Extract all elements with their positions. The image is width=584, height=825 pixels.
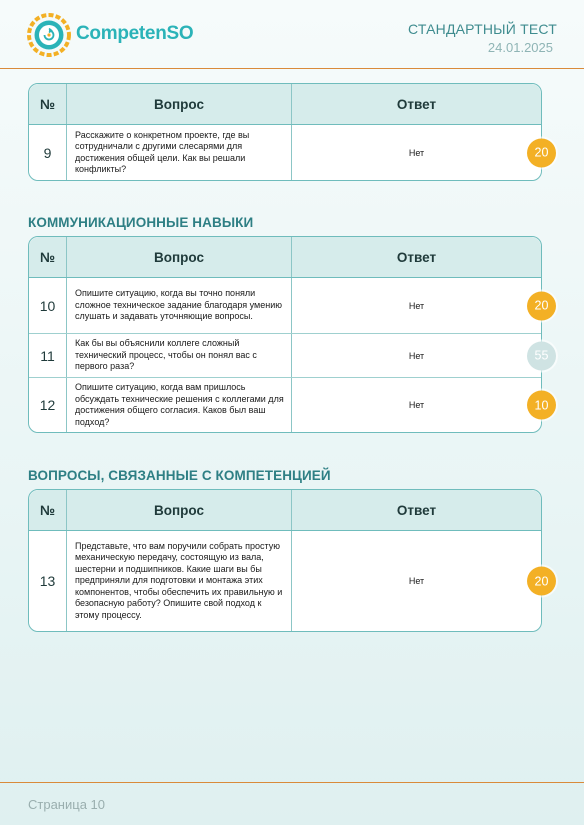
column-header-question: Вопрос bbox=[67, 490, 292, 530]
questions-table-2 bbox=[28, 236, 549, 433]
table-row bbox=[29, 531, 549, 631]
page-number: Страница 10 bbox=[28, 797, 105, 812]
score-badge: 10 bbox=[527, 391, 556, 420]
row-question: Опишите ситуацию, когда вы точно поняли сложное техническое задание благодаря умению слушать и задавать уточняющие вопросы. bbox=[67, 278, 292, 333]
row-number: 13 bbox=[29, 531, 67, 631]
document-type: СТАНДАРТНЫЙ ТЕСТ bbox=[407, 21, 557, 37]
column-header-answer: Ответ bbox=[396, 96, 437, 112]
row-answer: Нет bbox=[408, 400, 425, 410]
row-number: 9 bbox=[29, 125, 67, 180]
row-answer: Нет bbox=[408, 147, 425, 158]
questions-table-1 bbox=[28, 83, 549, 181]
logo-text: CompetenSO bbox=[76, 23, 194, 44]
row-number: 10 bbox=[29, 278, 67, 333]
row-answer: Нет bbox=[408, 350, 425, 361]
score-badge: 20 bbox=[527, 567, 556, 596]
table-row bbox=[29, 125, 549, 180]
row-answer: Нет bbox=[408, 576, 425, 586]
table-row bbox=[29, 333, 549, 377]
score-badge: 55 bbox=[527, 341, 556, 370]
score-badge: 20 bbox=[527, 138, 556, 167]
document-date: 24.01.2025 bbox=[487, 40, 553, 55]
table-row bbox=[29, 278, 549, 333]
table-header bbox=[29, 237, 541, 278]
column-header-question: Вопрос bbox=[67, 84, 292, 124]
column-header-question: Вопрос bbox=[67, 237, 292, 277]
score-badge: 20 bbox=[527, 291, 556, 320]
row-question: Опишите ситуацию, когда вам пришлось обсуждать технические решения с коллегами для достижения общего согласия. Каков был ваш подход? bbox=[67, 378, 292, 432]
row-number: 12 bbox=[29, 378, 67, 432]
page-header bbox=[0, 0, 584, 69]
section-title: ВОПРОСЫ, СВЯЗАННЫЕ С КОМПЕТЕНЦИЕЙ bbox=[28, 468, 331, 483]
row-question: Расскажите о конкретном проекте, где вы сотрудничали с другими слесарями для достижения общей цели. Как вы решали конфликты? bbox=[67, 125, 292, 180]
column-header-number: № bbox=[29, 237, 67, 277]
table-row bbox=[29, 377, 549, 432]
row-number: 11 bbox=[29, 334, 67, 377]
table-header bbox=[29, 490, 541, 531]
section-title: КОММУНИКАЦИОННЫЕ НАВЫКИ bbox=[28, 215, 254, 230]
column-header-number: № bbox=[29, 84, 67, 124]
footer-divider bbox=[0, 782, 584, 783]
logo-icon bbox=[27, 13, 71, 57]
row-answer: Нет bbox=[408, 300, 425, 311]
questions-table-3 bbox=[28, 489, 549, 632]
table-header bbox=[29, 84, 541, 125]
column-header-answer: Ответ bbox=[396, 249, 437, 265]
row-question: Представьте, что вам поручили собрать простую механическую передачу, состоящую из вала, шестерни и подшипников. Какие шаги вы бы предприняли для подготовки и монтажа этих компонентов, чтобы обеспечить их правильную и безопасную работу? Опишите свой подход к этому процессу. bbox=[67, 531, 292, 631]
row-question: Как бы вы объяснили коллеге сложный технический процесс, чтобы он понял вас с первого раза? bbox=[67, 334, 292, 377]
column-header-number: № bbox=[29, 490, 67, 530]
column-header-answer: Ответ bbox=[396, 502, 437, 518]
